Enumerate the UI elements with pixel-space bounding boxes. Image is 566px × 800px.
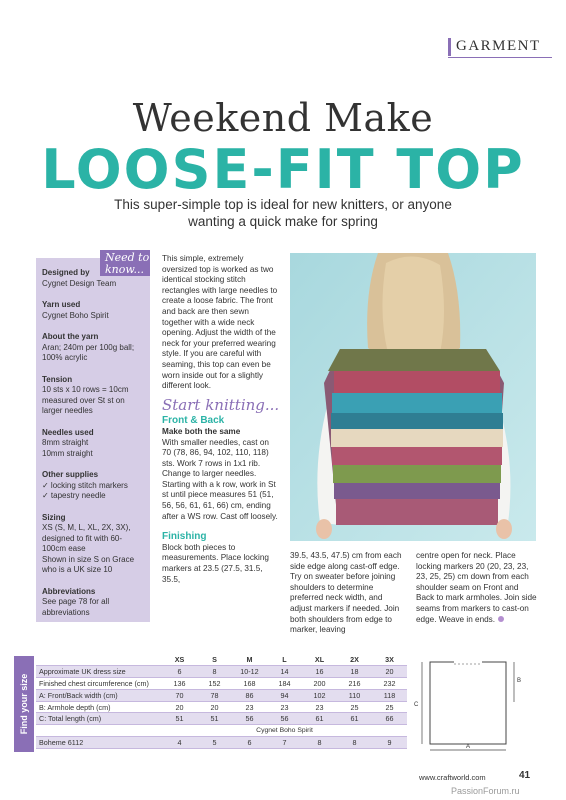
cell: 200 [302, 678, 337, 690]
label-a: A [466, 744, 471, 750]
sidebar-text: XS (S, M, L, XL, 2X, 3X), designed to fit with 60-100cm ease [42, 523, 131, 553]
label-c: C [414, 702, 419, 708]
row-label: Finished chest circumference (cm) [36, 678, 162, 690]
cell: 23 [302, 701, 337, 713]
sidebar-text: Cygnet Boho Spirit [42, 310, 109, 320]
sidebar-heading: Abbreviations [42, 586, 96, 596]
table-spacer [36, 725, 162, 737]
cell: 20 [197, 701, 232, 713]
cell: 102 [302, 689, 337, 701]
front-back-text: With smaller needles, cast on 70 (78, 86, 94, 102, 110, 118) sts. Work 7 rows in 1x1 rib. Change to larger needles. Starting with a k row, work in St st until piece measures 51 (51, 56, 56, 61, 61, 66) cm, ending after a WS row. Cast off loosely. [162, 437, 278, 521]
cell: 10-12 [232, 666, 267, 678]
make-both-label: Make both the same [162, 426, 241, 436]
body-column-1 [162, 254, 280, 585]
body-column-2 [290, 551, 406, 636]
sidebar-heading: Designed by [42, 268, 90, 277]
cell: 20 [372, 666, 407, 678]
section-tag [448, 38, 552, 58]
cell: 8 [337, 737, 372, 749]
finishing-text-end-copy: centre open for neck. Place locking markers 20 (20, 23, 23, 23, 25, 25) cm down from each shoulder seam on Front and Back to mark armholes. Join side seams from markers to cast-on edge. Weave in ends. [416, 551, 537, 624]
table-row [36, 737, 407, 749]
table-row [36, 689, 407, 701]
cell: 8 [302, 737, 337, 749]
cell: 25 [337, 701, 372, 713]
size-header: M [232, 654, 267, 666]
cell: 56 [232, 713, 267, 725]
cell: 232 [372, 678, 407, 690]
cell: 14 [267, 666, 302, 678]
cell: 78 [197, 689, 232, 701]
cell: 6 [232, 737, 267, 749]
cell: 136 [162, 678, 197, 690]
size-header-row [36, 654, 407, 666]
size-table [36, 654, 407, 749]
cell: 184 [267, 678, 302, 690]
front-back-heading: Front & Back [162, 415, 225, 427]
size-header: S [197, 654, 232, 666]
cell: 152 [197, 678, 232, 690]
sidebar-text: Shown in size S on Grace who is a UK size 10 [42, 554, 135, 574]
sidebar-heading: Sizing [42, 512, 66, 522]
table-row [36, 678, 407, 690]
cell: 66 [372, 713, 407, 725]
sidebar-text: See page 78 for all abbreviations [42, 597, 110, 617]
cell: 8 [197, 666, 232, 678]
cell: 110 [337, 689, 372, 701]
sidebar-text: 10mm straight [42, 448, 93, 458]
label-b: B [517, 678, 522, 684]
finishing-text: Block both pieces to measurements. Place locking markers at 23.5 (27.5, 31.5, 35.5, [162, 542, 269, 584]
start-knitting-heading: Start knitting... [162, 395, 280, 414]
table-row [36, 666, 407, 678]
sidebar-text: 8mm straight [42, 438, 89, 447]
table-row [36, 701, 407, 713]
finishing-text-end [416, 551, 538, 625]
cell: 23 [232, 701, 267, 713]
size-header: L [267, 654, 302, 666]
body-column-3 [416, 551, 538, 625]
sidebar-heading: About the yarn [42, 332, 99, 341]
intro-text: This simple, extremely oversized top is worked as two identical stocking stitch rectangles with large needles to create a loose fabric. The front and back are then sewn together with a wide neck opening. Adjust the width of the neck for your preferred wearing style. If you are careful with seaming, this top can even be worn inside out for a slightly different look. [162, 254, 278, 391]
sidebar-heading: Other supplies [42, 470, 99, 479]
page-number: 41 [519, 770, 531, 781]
cell: 118 [372, 689, 407, 701]
cell: 61 [337, 713, 372, 725]
size-header: XL [302, 654, 337, 666]
cell: 61 [302, 713, 337, 725]
standfirst: This super-simple top is ideal for new knitters, or anyone wanting a quick make for spring [114, 197, 452, 229]
find-your-size-label: Find your size [19, 673, 29, 735]
sidebar-heading: Needles used [42, 427, 94, 437]
cell: 6 [162, 666, 197, 678]
section-rule [448, 57, 552, 58]
end-marker-icon [498, 616, 504, 622]
cell: 23 [267, 701, 302, 713]
cell: 9 [372, 737, 407, 749]
size-header: XS [162, 654, 197, 666]
yarn-header-row [36, 725, 407, 737]
yarn-header: Cygnet Boho Spirit [162, 725, 407, 737]
cell: 168 [232, 678, 267, 690]
row-label: C: Total length (cm) [36, 713, 162, 725]
need-to-know-panel [36, 258, 150, 622]
sidebar-text: ✓ locking stitch markers [42, 480, 128, 490]
model-illustration [290, 253, 536, 541]
watermark: PassionForum.ru [451, 786, 520, 796]
row-label: Approximate UK dress size [36, 666, 162, 678]
sidebar-text: 10 sts x 10 rows = 10cm measured over St st on larger needles [42, 385, 129, 415]
footer-url[interactable]: www.craftworld.com [419, 773, 486, 782]
headline: LOOSE-FIT TOP [41, 138, 525, 201]
sidebar-heading: Tension [42, 374, 73, 384]
cell: 70 [162, 689, 197, 701]
finishing-text-cont: 39.5, 43.5, 47.5) cm from each side edge along cast-off edge. Try on sweater before joining shoulders to determine preferred neck width, and adjust markers if needed. Join both shoulders from edge to marker, leaving [290, 551, 402, 635]
row-label: B: Armhole depth (cm) [36, 701, 162, 713]
size-header: 3X [372, 654, 407, 666]
find-your-size-tab [14, 656, 34, 752]
cell: 94 [267, 689, 302, 701]
cell: 56 [267, 713, 302, 725]
cell: 4 [162, 737, 197, 749]
sidebar-text: Cygnet Design Team [42, 278, 117, 288]
need-to-know-tab: Need to know... [100, 250, 150, 276]
sidebar-heading: Yarn used [42, 300, 81, 309]
row-label: Boheme 6112 [36, 737, 162, 749]
table-row [36, 713, 407, 725]
cell: 51 [162, 713, 197, 725]
product-photo [290, 253, 536, 541]
schematic-outline [430, 662, 506, 744]
kicker: Weekend Make [132, 96, 434, 140]
row-label: A: Front/Back width (cm) [36, 689, 162, 701]
cell: 16 [302, 666, 337, 678]
cell: 7 [267, 737, 302, 749]
garment-schematic [410, 658, 536, 754]
section-label: GARMENT [456, 38, 541, 54]
cell: 51 [197, 713, 232, 725]
section-tag-bar [448, 38, 451, 56]
cell: 18 [337, 666, 372, 678]
cell: 216 [337, 678, 372, 690]
cell: 5 [197, 737, 232, 749]
finishing-heading: Finishing [162, 531, 207, 543]
cell: 20 [162, 701, 197, 713]
sidebar-text: Aran; 240m per 100g ball; 100% acrylic [42, 342, 135, 362]
table-corner [36, 654, 162, 666]
cell: 25 [372, 701, 407, 713]
cell: 86 [232, 689, 267, 701]
sidebar-text: ✓ tapestry needle [42, 491, 106, 500]
size-header: 2X [337, 654, 372, 666]
